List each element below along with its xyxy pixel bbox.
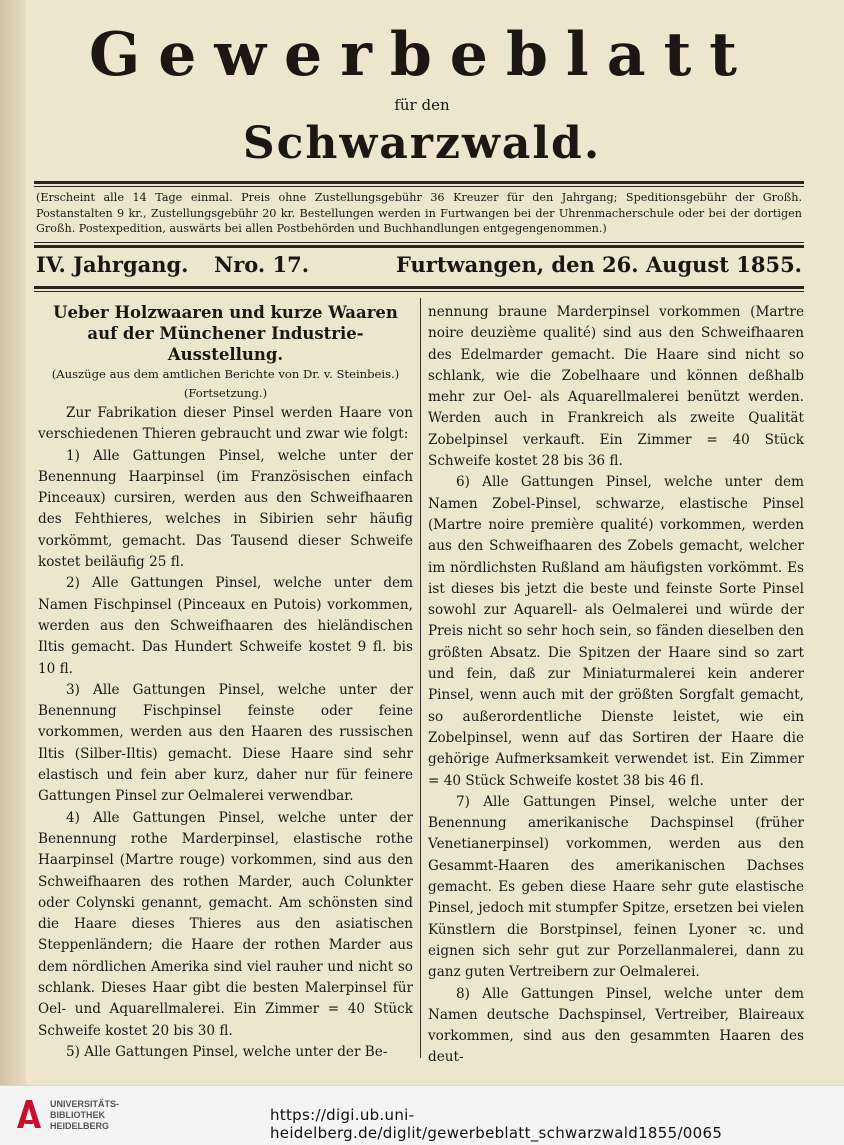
paragraph: 7) Alle Gattungen Pinsel, welche unter der Benennung amerikanische Dachspinsel (früher Venetianerpinsel) vorkommen, werden aus den Gesammt-Haaren des amerikanischen Dachses gemacht. Es geben diese Haare sehr gute elastische Pinsel, jedoch mit stumpfer Spitze, ersetzen bei vielen Künstlern die Borstpinsel, feinen Lyoner ꝛc. und eignen sich sehr gut zur Porzellanmalerei, dann zu ganz guten Vertreibern zur Oelmalerei. <box>428 793 804 981</box>
library-name-line2: BIBLIOTHEK <box>50 1110 105 1120</box>
paragraph: nennung braune Marderpinsel vorkommen (Martre noire deuzième qualité) sind aus den Schweifhaaren des Edelmarder gemacht. Die Haare sind nicht so schlank, wie die Zobelhaare und können deßhalb mehr zur Oel- als Aquarellmalerei benützt werden. Werden auch in Frankreich als zweite Qualität Zobelpinsel verkauft. Ein Zimmer = 40 Stück Schweife kostet 28 bis 36 fl. <box>428 304 804 470</box>
paragraph: 2) Alle Gattungen Pinsel, welche unter dem Namen Fischpinsel (Pinceaux en Putois) vorkommen, werden aus den Schweifhaaren des hieländischen Iltis gemacht. Das Hundert Schweife kostet 9 fl. bis 10 fl. <box>38 575 413 677</box>
article-source: (Auszüge aus dem amtlichen Berichte von Dr. v. Steinbeis.) <box>51 367 400 381</box>
paragraph: Zur Fabrikation dieser Pinsel werden Haare von verschiedenen Thieren gebraucht und zwar wie folgt: <box>38 405 413 443</box>
paragraph: 6) Alle Gattungen Pinsel, welche unter dem Namen Zobel-Pinsel, schwarze, elastische Pinsel (Martre noire première qualité) vorkommen, werden aus den Schweifhaaren des Zobels gemacht, welcher im nördlichsten Rußland am häufigsten vorkömmt. Es ist dieses bis jetzt die beste und feinste Sorte Pinsel sowohl zur Aquarell- als Oelmalerei und würde der Preis nicht so sehr hoch sein, so fänden dieselben den größten Absatz. Die Spitzen der Haare sind so zart und fein, daß zur Miniaturmalerei kein anderer Pinsel, wenn auch mit der größten Sorgfalt gemacht, so außerordentliche Dienste leistet, wie ein Zobelpinsel, wenn auf das Sortiren der Haare die gehörige Aufmerksamkeit verwendet ist. Ein Zimmer = 40 Stück Schweife kostet 38 bis 46 fl. <box>428 474 804 789</box>
paragraph: 5) Alle Gattungen Pinsel, welche unter der Be- <box>66 1043 388 1060</box>
top-rule <box>34 181 804 184</box>
paragraph: 1) Alle Gattungen Pinsel, welche unter der Benennung Haarpinsel (im Französischen einfach Pinceaux) cursiren, werden aus den Schweifhaaren des Fehthieres, welches in Sibirien sehr häufig vorkömmt, gemacht. Das Tausend dieser Schweife kostet beiläufig 25 fl. <box>38 447 413 571</box>
article-title: Ueber Holzwaaren und kurze Waaren auf der Münchener Industrie-Ausstellung. <box>53 303 398 364</box>
paragraph: 4) Alle Gattungen Pinsel, welche unter der Benennung rothe Marderpinsel, elastische rothe Haarpinsel (Martre rouge) vorkommen, sind aus den Schweifhaaren des rothen Marder, auch Colunkter oder Colynski genannt, gemacht. Am schönsten sind die Haare dieses Thieres aus den asiatischen Steppenländern; die Haare der rothen Marder aus dem nördlichen Amerika sind viel rauher und nicht so schlank. Dieses Haar gibt die besten Malerpinsel für Oel- und Aquarellmalerei. Ein Zimmer = 40 Stück Schweife kostet 20 bis 30 fl. <box>38 809 413 1039</box>
university-logo-icon[interactable] <box>14 1094 44 1134</box>
issue-year: IV. Jahrgang. <box>36 252 189 277</box>
library-name-line3: HEIDELBERG <box>50 1121 110 1131</box>
notice-rule <box>34 245 804 248</box>
article-continuation: (Fortsetzung.) <box>183 386 268 400</box>
top-rule-thin <box>34 186 804 187</box>
library-name[interactable] <box>50 1099 119 1132</box>
masthead-subtitle: für den <box>394 96 450 114</box>
issue-rule-thin <box>34 291 804 292</box>
masthead-region: Schwarzwald. <box>242 118 602 169</box>
right-column <box>428 302 804 1069</box>
logo-bar <box>24 1120 34 1124</box>
masthead-title: Gewerbeblatt <box>88 20 756 90</box>
viewer-footer <box>0 1085 844 1145</box>
column-separator <box>420 298 421 1058</box>
paragraph: 3) Alle Gattungen Pinsel, welche unter der Benennung Fischpinsel feinste oder feine vorkommen, werden aus den Haaren des russischen Iltis (Silber-Iltis) gemacht. Diese Haare sind sehr elastisch und fein aber kurz, daher nur für feinere Gattungen Pinsel zur Oelmalerei verwendbar. <box>38 681 413 805</box>
issue-line <box>36 252 802 282</box>
issue-rule <box>34 286 804 289</box>
left-column <box>38 302 413 1063</box>
library-name-line1: UNIVERSITÄTS- <box>50 1099 120 1109</box>
paragraph: 8) Alle Gattungen Pinsel, welche unter dem Namen deutsche Dachspinsel, Vertreiber, Blaireaux vorkommen, sind aus den gesammten Haaren des deut- <box>428 985 804 1066</box>
permalink-url[interactable]: https://digi.ub.uni-heidelberg.de/diglit/gewerbeblatt_schwarzwald1855/0065 <box>270 1106 723 1142</box>
notice-rule-thin <box>34 242 804 243</box>
issue-place-date: Furtwangen, den 26. August 1855. <box>395 252 802 277</box>
subscription-notice: (Erscheint alle 14 Tage einmal. Preis ohne Zustellungsgebühr 36 Kreuzer für den Jahrgang; Speditionsgebühr der Großh. Postanstalten 9 kr., Zustellungsgebühr 20 kr. Bestellungen werden in Furtwangen bei der Uhrenmacherschule oder bei der dortigen Großh. Postexpedition, auswärts bei allen Postbehörden und Buchhandlungen entgegengenommen.) <box>36 191 802 235</box>
issue-number: Nro. 17. <box>214 252 310 277</box>
